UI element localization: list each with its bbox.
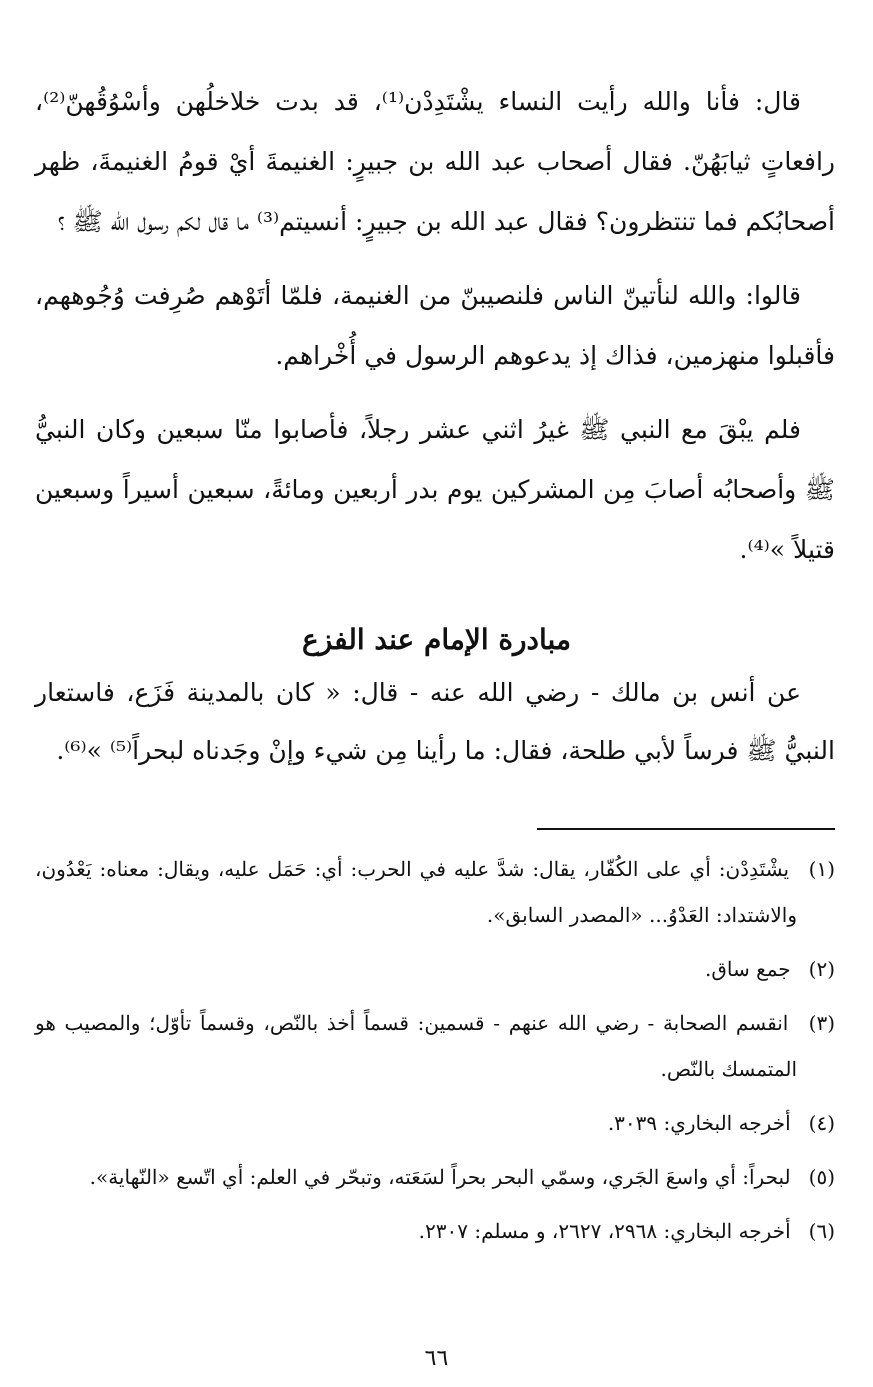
footnote-item (35, 1208, 835, 1254)
footnotes (35, 846, 835, 1262)
section-paragraph: عن أنس بن مالك - رضي الله عنه - قال: « كان بالمدينة فَزَع، فاستعار النبيُّ ﷺ فرساً لأبي طلحة، فقال: ما رأينا مِن شيء وإنْ وجَدناه لبحراً⁽⁵⁾ »⁽⁶⁾. (35, 678, 835, 765)
footnote-text: انقسم الصحابة - رضي الله عنهم - قسمين: قسماً أخذ بالنّص، وقسماً تأوّل؛ والمصيب هو المتمسك بالنّص. (35, 1011, 797, 1081)
footnote-item (35, 946, 835, 992)
footnote-number: (٣) (808, 1011, 835, 1035)
footnote-number: (٦) (808, 1219, 835, 1243)
footnote-divider (537, 828, 835, 830)
footnote-item (35, 1000, 835, 1092)
body-paragraph-2: قالوا: والله لنأتينّ الناس فلنصيبنّ من الغنيمة، فلمّا أتَوْهم صُرِفت وُجُوههم، فأقبلوا منهزمين، فذاك إذ يدعوهم الرسول في أُخْراهم. (35, 281, 835, 370)
footnote-text: لبحراً: أي واسعَ الجَري، وسمّي البحر بحراً لسَعَته، وتبحّر في العلم: أي اتّسع «النّهاية». (89, 1165, 791, 1189)
footnote-text: جمع ساق. (704, 957, 791, 981)
footnote-text: يشْتَدِدْن: أي على الكُفّار، يقال: شدَّ عليه في الحرب: أي: حَمَل عليه، ويقال: معناه: يَعْدُون، والاشتداد: العَدْوُ... «المصدر السابق». (35, 857, 797, 927)
page-number: ٦٦ (424, 1346, 449, 1371)
footnote-text: أخرجه البخاري: ٢٩٦٨، ٢٦٢٧، و مسلم: ٢٣٠٧. (418, 1219, 791, 1243)
section-text (35, 664, 835, 780)
body-paragraph-3: فلم يبْقَ مع النبي ﷺ غيرُ اثني عشر رجلاً، فأصابوا منّا سبعين وكان النبيُّ ﷺ وأصحابُه أصابَ مِن المشركين يوم بدر أربعين ومائةً، سبعين أسيراً وسبعين قتيلاً »⁽⁴⁾. (35, 415, 835, 564)
footnote-number: (٢) (808, 957, 835, 981)
body-paragraph-1: قال: فأنا والله رأيت النساء يشْتَدِدْن⁽¹⁾، قد بدت خلاخلُهن وأسْوُقُهنّ⁽²⁾، رافعاتٍ ثيابَهُنّ. فقال أصحاب عبد الله بن جبيرٍ: الغنيمةَ أيْ قومُ الغنيمةَ، ظهر أصحابُكم فما تنتظرون؟ فقال عبد الله بن جبيرٍ: أنسيتم⁽³⁾ ما قال لكم رسول الله ﷺ ؟ (35, 87, 835, 236)
footnote-item (35, 1154, 835, 1200)
body-text (35, 72, 835, 594)
footnote-number: (١) (808, 857, 835, 881)
section-heading: مبادرة الإمام عند الفزع (302, 623, 571, 657)
footnote-item (35, 1100, 835, 1146)
footnote-item (35, 846, 835, 938)
footnote-number: (٥) (808, 1165, 835, 1189)
footnote-number: (٤) (808, 1111, 835, 1135)
footnote-text: أخرجه البخاري: ٣٠٣٩. (607, 1111, 791, 1135)
